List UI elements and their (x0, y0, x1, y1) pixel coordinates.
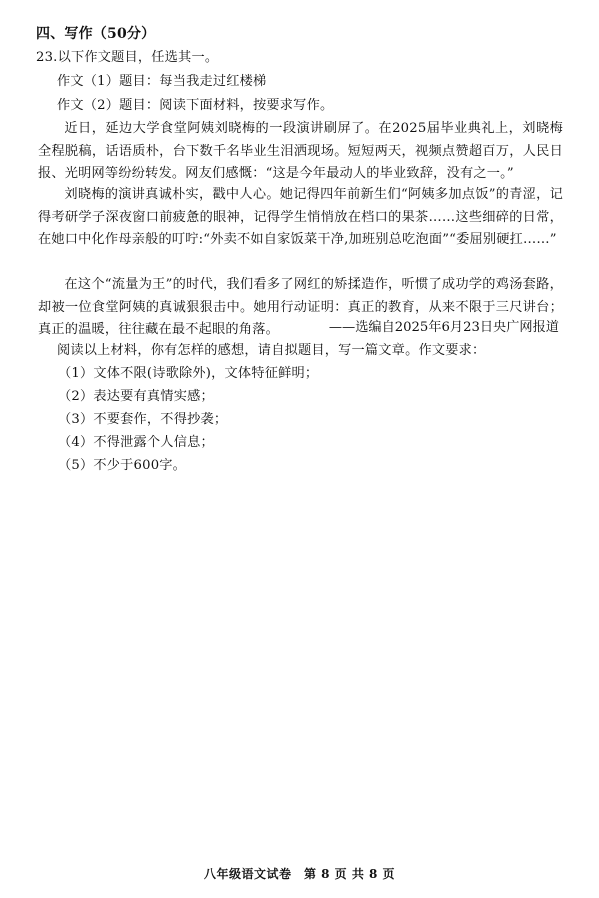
section-title: 四、写作（50分） (36, 26, 156, 42)
requirement-item: （3）不要套作，不得抄袭； (58, 412, 228, 427)
question-intro: 23.以下作文题目，任选其一。 (36, 50, 219, 65)
requirements-intro: 阅读以上材料，你有怎样的感想，请自拟题目，写一篇文章。作文要求： (57, 343, 486, 358)
requirement-item: （1）文体不限(诗歌除外)，文体特征鲜明； (58, 366, 319, 381)
requirement-item: （2）表达要有真情实感； (58, 389, 214, 404)
material-paragraph: 近日，延边大学食堂阿姨刘晓梅的一段演讲刷屏了。在2025届毕业典礼上，刘晓梅全程脱稿，话语质朴，台下数千名毕业生泪洒现场。短短两天，视频点赞超百万，人民日报、光明网等纷纷转发。网友们感慨：“这是今年最动人的毕业致辞，没有之一。” (38, 121, 563, 181)
material-paragraph: 在这个“流量为王”的时代，我们看多了网红的矫揉造作，听惯了成功学的鸡汤套路，却被一位食堂阿姨的真诚狠狠击中。她用行动证明：真正的教育，从来不限于三尺讲台；真正的温暖，往往藏在最不起眼的角落。 (38, 277, 563, 337)
page-footer: 八年级语文试卷 第 8 页 共 8 页 (203, 867, 396, 881)
requirement-item: （4）不得泄露个人信息； (58, 435, 214, 450)
material-paragraph: 刘晓梅的演讲真诚朴实，戳中人心。她记得四年前新生们“阿姨多加点饭”的青涩，记得考研学子深夜窗口前疲惫的眼神，记得学生悄悄放在档口的果茶……这些细碎的日常，在她口中化作母亲般的叮咛:“外卖不如自家饭菜干净,加班别总吃泡面”“委屈别硬扛……” (38, 187, 563, 247)
essay-option-2: 作文（2）题目：阅读下面材料，按要求写作。 (57, 98, 334, 113)
requirement-item: （5）不少于600字。 (58, 458, 187, 473)
essay-option-1: 作文（1）题目：每当我走过红楼梯 (57, 74, 267, 89)
material-source: ——选编自2025年6月23日央广网报道 (328, 320, 559, 335)
